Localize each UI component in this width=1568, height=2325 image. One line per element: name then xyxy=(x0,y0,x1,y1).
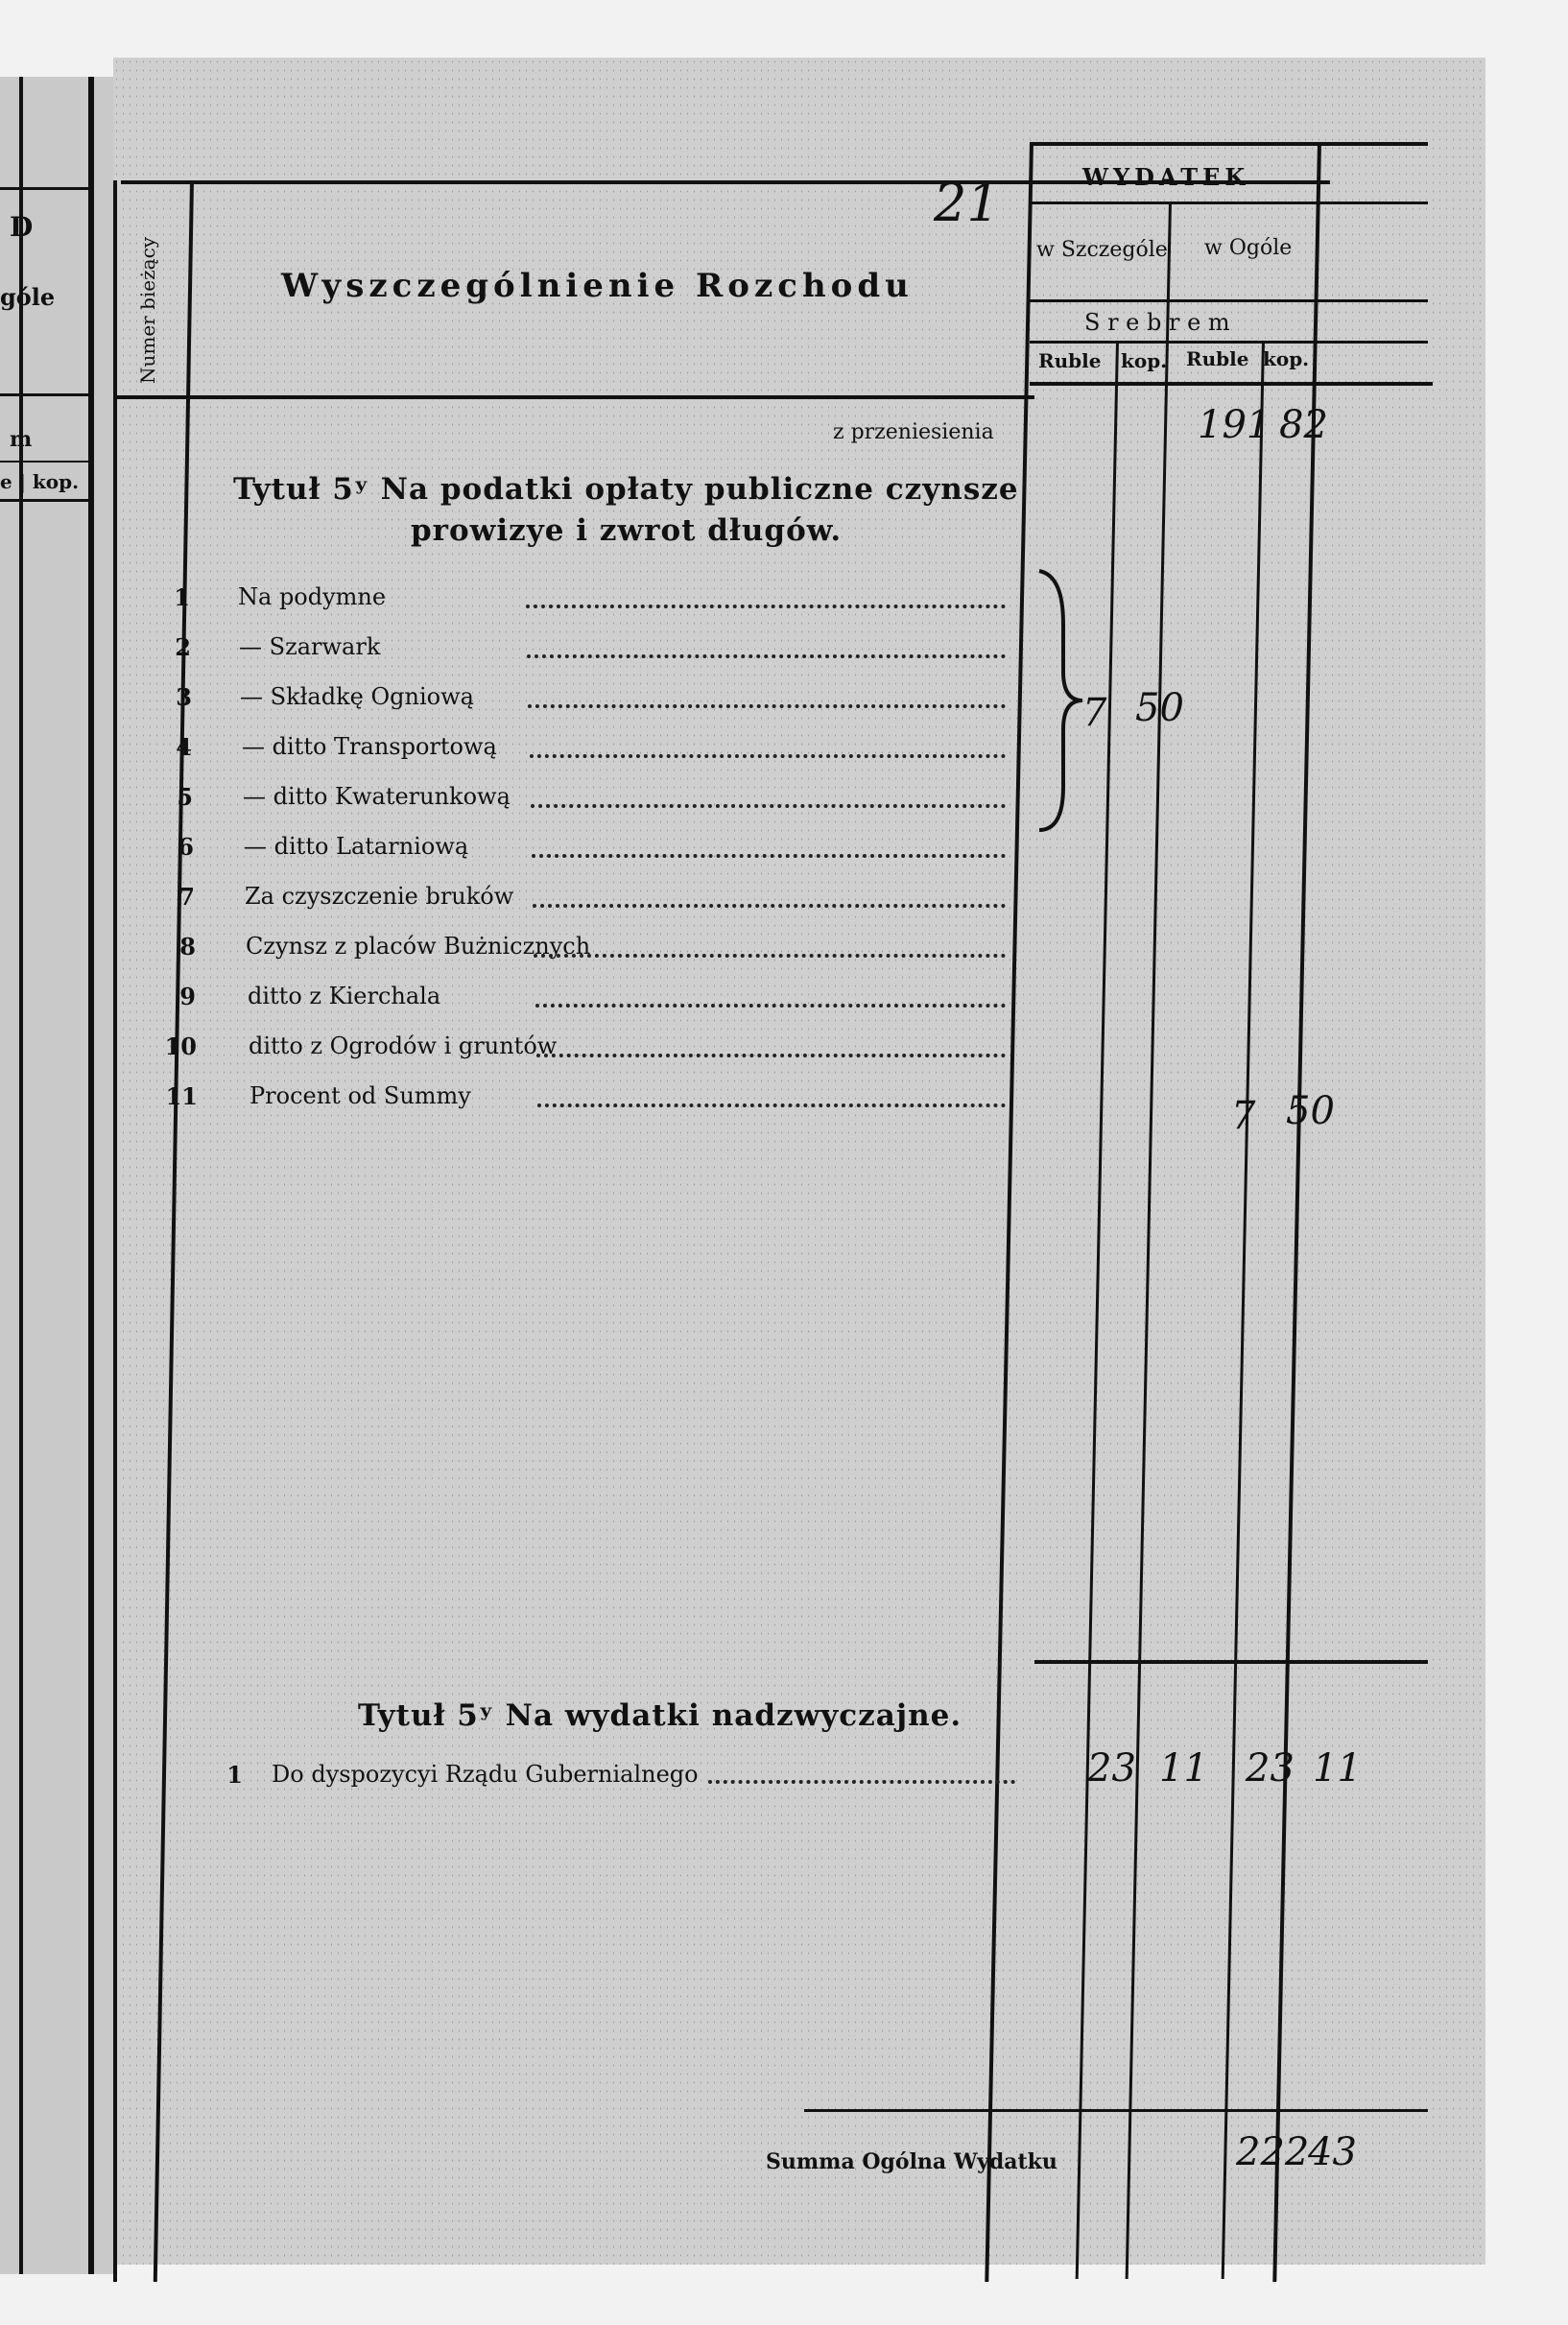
section5b-ogol-kop: 11 xyxy=(1313,1746,1362,1791)
item-number: 2 xyxy=(175,633,191,661)
kop-header-1: kop. xyxy=(1121,349,1168,372)
item-label: Czynsz z placów Bużnicznych xyxy=(246,933,591,960)
prev-label-kop: e | kop. xyxy=(0,470,80,493)
page-title: Wyszczególnienie Rozchodu xyxy=(281,267,914,305)
w-ogole-header: w Ogóle xyxy=(1204,236,1293,260)
column-number-label: Numer bieżący xyxy=(136,236,159,384)
carry-kop: 82 xyxy=(1279,403,1328,447)
bracket-ruble: 7 xyxy=(1082,691,1107,735)
prev-head-letter: D xyxy=(10,211,34,243)
previous-page-strip xyxy=(0,77,113,2274)
summary-kop: 43 xyxy=(1308,2130,1357,2174)
item-number: 10 xyxy=(164,1032,197,1060)
item-number: 7 xyxy=(178,883,195,911)
item-label: Procent od Summy xyxy=(249,1082,471,1109)
item-number: 6 xyxy=(178,833,194,861)
item-label: Na podymne xyxy=(238,583,387,610)
carry-label: z przeniesienia xyxy=(833,420,994,444)
item-label: ditto z Kierchala xyxy=(248,983,441,1009)
item-label: — ditto Latarniową xyxy=(244,833,469,860)
item-number: 4 xyxy=(176,733,192,761)
section5-title-line2: prowizye i zwrot długów. xyxy=(411,513,843,548)
item-number: 8 xyxy=(179,933,196,961)
item-number: 11 xyxy=(165,1082,198,1110)
wydatek-header: WYDATEK xyxy=(1082,163,1250,191)
item-number: 9 xyxy=(179,983,196,1010)
bracket-kop: 50 xyxy=(1135,686,1184,730)
kop-header-2: kop. xyxy=(1263,347,1310,370)
item-number: 3 xyxy=(176,683,192,711)
item-label: — ditto Transportową xyxy=(242,733,497,760)
summary-ruble: 222 xyxy=(1236,2130,1310,2174)
section5-total-ruble: 7 xyxy=(1231,1094,1256,1138)
w-szczegole-header: w Szczególe xyxy=(1036,238,1168,262)
summary-label: Summa Ogólna Wydatku xyxy=(766,2149,1057,2174)
prev-label-ogole: gólе xyxy=(0,283,56,311)
section5b-item-number: 1 xyxy=(226,1761,243,1789)
item-label: — ditto Kwaterunkową xyxy=(243,783,511,810)
carry-ruble: 191 xyxy=(1198,403,1271,447)
section5-total-kop: 50 xyxy=(1286,1089,1335,1133)
ruble-header-1: Ruble xyxy=(1038,349,1102,372)
section5b-ogol-ruble: 23 xyxy=(1246,1746,1295,1791)
section5-title-line1: Tytuł 5ʸ Na podatki opłaty publiczne czynsze xyxy=(233,472,1019,507)
section5b-title: Tytuł 5ʸ Na wydatki nadzwyczajne. xyxy=(358,1698,962,1733)
prev-label-m: m xyxy=(10,427,33,452)
item-label: Za czyszczenie bruków xyxy=(245,883,514,910)
item-label: — Szarwark xyxy=(239,633,381,660)
ruble-header-2: Ruble xyxy=(1186,347,1249,370)
ledger-page xyxy=(113,58,1485,2265)
page-number-handwritten: 21 xyxy=(934,173,1000,233)
section5b-szcz-kop: 11 xyxy=(1159,1746,1208,1791)
section5b-szcz-ruble: 23 xyxy=(1087,1746,1136,1791)
item-number: 5 xyxy=(177,783,193,811)
item-number: 1 xyxy=(174,583,190,611)
item-label: ditto z Ogrodów i gruntów xyxy=(249,1032,558,1059)
srebrem-header: S r e b r e m xyxy=(1084,309,1230,336)
item-label: — Składkę Ogniową xyxy=(240,683,474,710)
section5b-item-label: Do dyspozycyi Rządu Gubernialnego xyxy=(272,1761,699,1788)
